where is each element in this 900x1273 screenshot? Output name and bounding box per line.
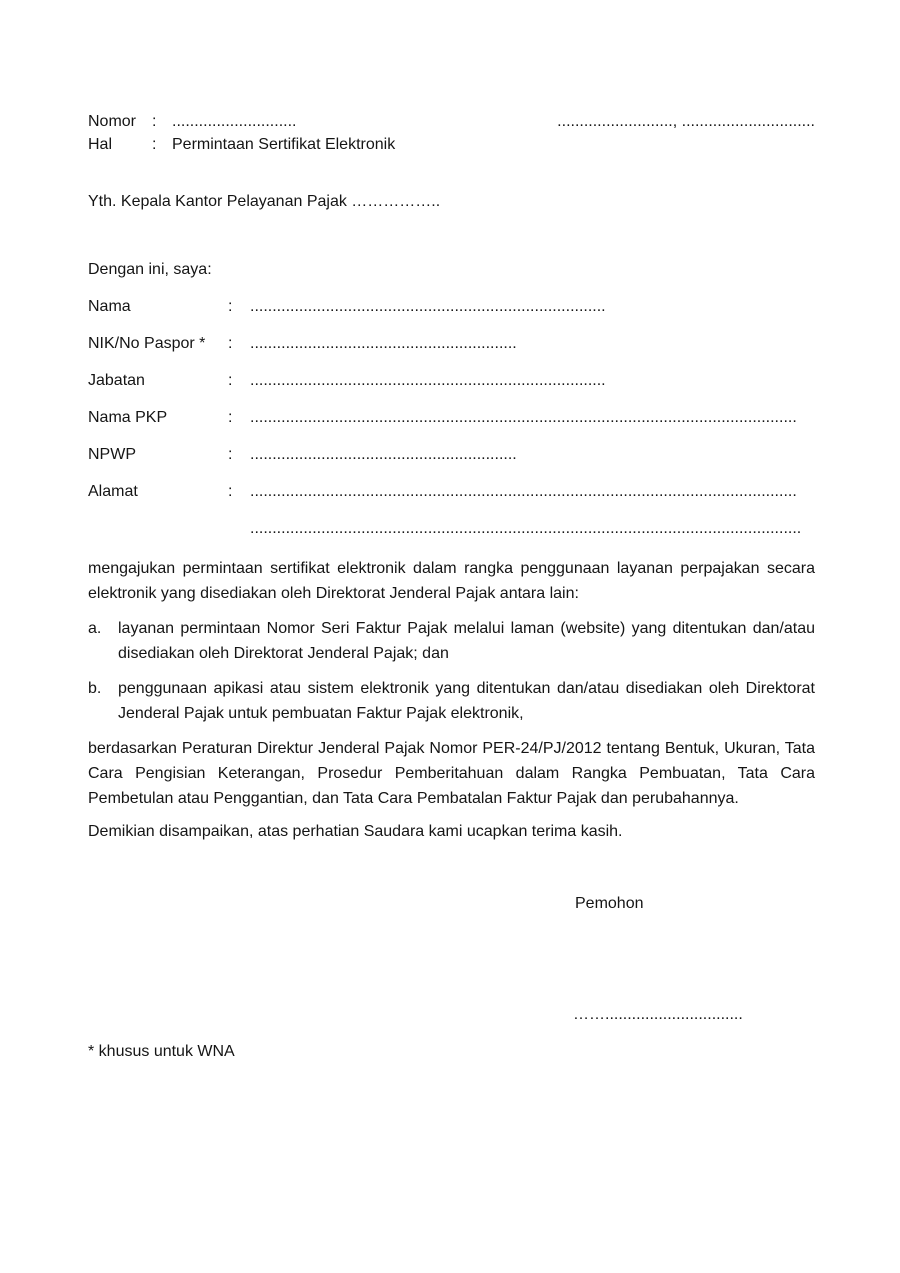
list-text: penggunaan apikasi atau sistem elektronik yang ditentukan dan/atau disediakan oleh Direktorat Jenderal Pajak untuk pembuatan Faktur Pajak elektronik, [118,680,815,722]
intro-paragraph: mengajukan permintaan sertifikat elektronik dalam rangka penggunaan layanan perpajakan secara elektronik yang disediakan oleh Direktorat Jenderal Pajak antara lain: [88,560,815,602]
closing-paragraph: Demikian disampaikan, atas perhatian Saudara kami ucapkan terima kasih. [88,823,623,840]
field-blank: ................................................................................ [250,298,606,315]
list-marker: a. [88,620,102,637]
hal-colon: : [152,136,157,153]
signature-role: Pemohon [575,895,644,912]
hal-value: Permintaan Sertifikat Elektronik [172,136,396,153]
field-colon: : [228,483,233,500]
list-item-b [88,676,815,726]
signature-name-blank: ……............................... [573,1006,743,1023]
field-blank: ................................................................................ [250,372,606,389]
field-label: Nama PKP [88,409,168,426]
nomor-label: Nomor [88,113,137,130]
field-row-jabatan [88,369,815,392]
field-row-nik [88,332,815,355]
field-row-alamat [88,480,815,503]
field-label: Alamat [88,483,138,500]
field-colon: : [228,409,233,426]
hal-label: Hal [88,136,113,153]
field-blank-continuation: ............................................................................................................................ [250,520,802,537]
hal-row [88,133,815,156]
footnote: * khusus untuk WNA [88,1043,235,1060]
field-label: Nama [88,298,131,315]
legal-basis-paragraph: berdasarkan Peraturan Direktur Jenderal Pajak Nomor PER-24/PJ/2012 tentang Bentuk, Ukuran, Tata Cara Pengisian Keterangan, Prosedur Pemberitahuan dalam Rangka Pembuatan, Tata Cara Pembetulan atau Penggantian, dan Tata Cara Pembatalan Faktur Pajak dan perubahannya. [88,740,815,807]
field-blank: ........................................................................................................................... [250,483,797,500]
field-colon: : [228,335,233,352]
field-row-alamat-line2 [88,517,815,540]
list-item-a [88,616,815,666]
nomor-blank: ............................ [172,113,297,130]
field-label: Jabatan [88,372,145,389]
field-row-nama [88,295,815,318]
field-blank: ............................................................ [250,446,517,463]
field-label: NPWP [88,446,136,463]
nomor-colon: : [152,113,157,130]
field-colon: : [228,446,233,463]
field-colon: : [228,298,233,315]
place-date-blank: .........................., .............................. [557,113,815,130]
list-marker: b. [88,680,102,697]
list-text: layanan permintaan Nomor Seri Faktur Pajak melalui laman (website) yang ditentukan dan/atau disediakan oleh Direktorat Jenderal Pajak; dan [118,620,815,662]
recipient-line: Yth. Kepala Kantor Pelayanan Pajak …………….. [88,193,441,210]
field-blank: ............................................................ [250,335,517,352]
field-blank: ........................................................................................................................... [250,409,797,426]
field-row-nama-pkp [88,406,815,429]
field-label: NIK/No Paspor * [88,335,206,352]
opening-line: Dengan ini, saya: [88,261,212,278]
nomor-row [88,110,815,133]
field-colon: : [228,372,233,389]
field-row-npwp [88,443,815,466]
